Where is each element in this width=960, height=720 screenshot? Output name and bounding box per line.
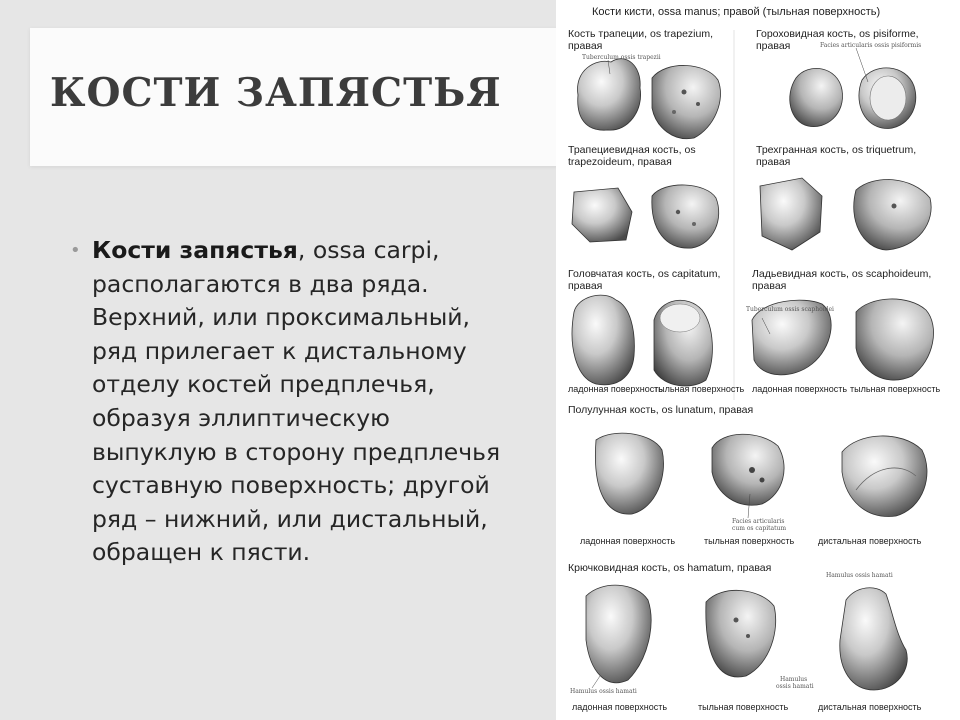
body-paragraph [70,234,512,570]
lunate-tiny-2: cum os capitatum [732,525,787,532]
hamate-caption-dorsal: тыльная поверхность [698,702,789,712]
lunate-tiny-1: Facies articularis [732,518,785,525]
pisiform-bone-1 [790,68,843,126]
trapezoid-label-1: Трапециевидная кость, os [568,144,696,156]
hamate-bone-1 [586,585,651,683]
scaphoid-bone-2 [856,299,934,380]
trapezoid-bone-2 [652,185,719,248]
capitate-bone-1 [572,295,634,385]
hamate-bone-2 [706,590,776,677]
body-text: , ossa carpi, располагаются в два ряда. Верхний, или проксимальный, ряд прилегает к дистальному отделу костей предплечья, образуя эллиптическую выпуклую в сторону предплечья суставную поверхность; другой ряд – нижний, или дистальный, обращен к пясти. [92,236,501,567]
scaphoid-label-1: Ладьевидная кость, os scaphoideum, [752,268,932,280]
scaphoid-caption-dorsal: тыльная поверхность [850,384,941,394]
hamate-tiny-4: ossis hamati [776,683,814,690]
pisiform-label-2: правая [756,40,791,52]
bone-plate [556,0,960,720]
triquetrum-bone-1 [760,178,822,250]
slide-title: КОСТИ ЗАПЯСТЬЯ [50,70,502,116]
lunate-caption-dorsal: тыльная поверхность [704,536,795,546]
hamate-caption-palmar: ладонная поверхность [572,702,668,712]
trapezium-label-1: Кость трапеции, os trapezium, [568,28,714,40]
plate-header: Кости кисти, ossa manus; правой (тыльная поверхность) [592,6,881,18]
bullet-icon: • [70,240,81,261]
trapezium-bone-2 [652,65,721,138]
triquetrum-bone-2 [854,180,931,250]
capitate-caption-palmar: ладонная поверхность [568,384,664,394]
scaphoid-tiny: Tuberculum ossis scaphoidei [746,306,834,313]
lunate-caption-distal: дистальная поверхность [818,536,922,546]
hamate-tiny-2: Hamulus ossis hamati [826,572,893,579]
trapezium-tiny: Tuberculum ossis trapezii [582,54,661,61]
hamate-label: Крючковидная кость, os hamatum, правая [568,562,772,574]
hamate-caption-distal: дистальная поверхность [818,702,922,712]
trapezoid-label-2: trapezoideum, правая [568,156,672,168]
lunate-caption-palmar: ладонная поверхность [580,536,676,546]
hamate-tiny-3: Hamulus [780,676,808,683]
hamate-tiny-1: Hamulus ossis hamati [570,688,637,695]
bone-illustrations [556,0,960,720]
trapezoid-bone-1 [572,188,632,242]
capitate-label-2: правая [568,280,603,292]
lunate-bone-3 [842,436,927,517]
pisiform-tiny: Facies articularis ossis pisiformis [820,42,922,49]
triquetrum-label-1: Трехгранная кость, os triquetrum, [756,144,917,156]
lunate-label: Полулунная кость, os lunatum, правая [568,404,754,416]
scaphoid-label-2: правая [752,280,787,292]
lunate-bone-1 [595,433,663,514]
body-term: Кости запястья [92,236,298,264]
scaphoid-caption-palmar: ладонная поверхность [752,384,848,394]
capitate-label-1: Головчатая кость, os capitatum, [568,268,721,280]
pisiform-label-1: Гороховидная кость, os pisiforme, [756,28,919,40]
triquetrum-label-2: правая [756,156,791,168]
capitate-caption-dorsal: тыльная поверхность [654,384,745,394]
trapezium-bone-1 [578,59,641,130]
trapezium-label-2: правая [568,40,603,52]
lunate-bone-2 [712,434,784,505]
hamate-bone-3 [840,588,907,690]
